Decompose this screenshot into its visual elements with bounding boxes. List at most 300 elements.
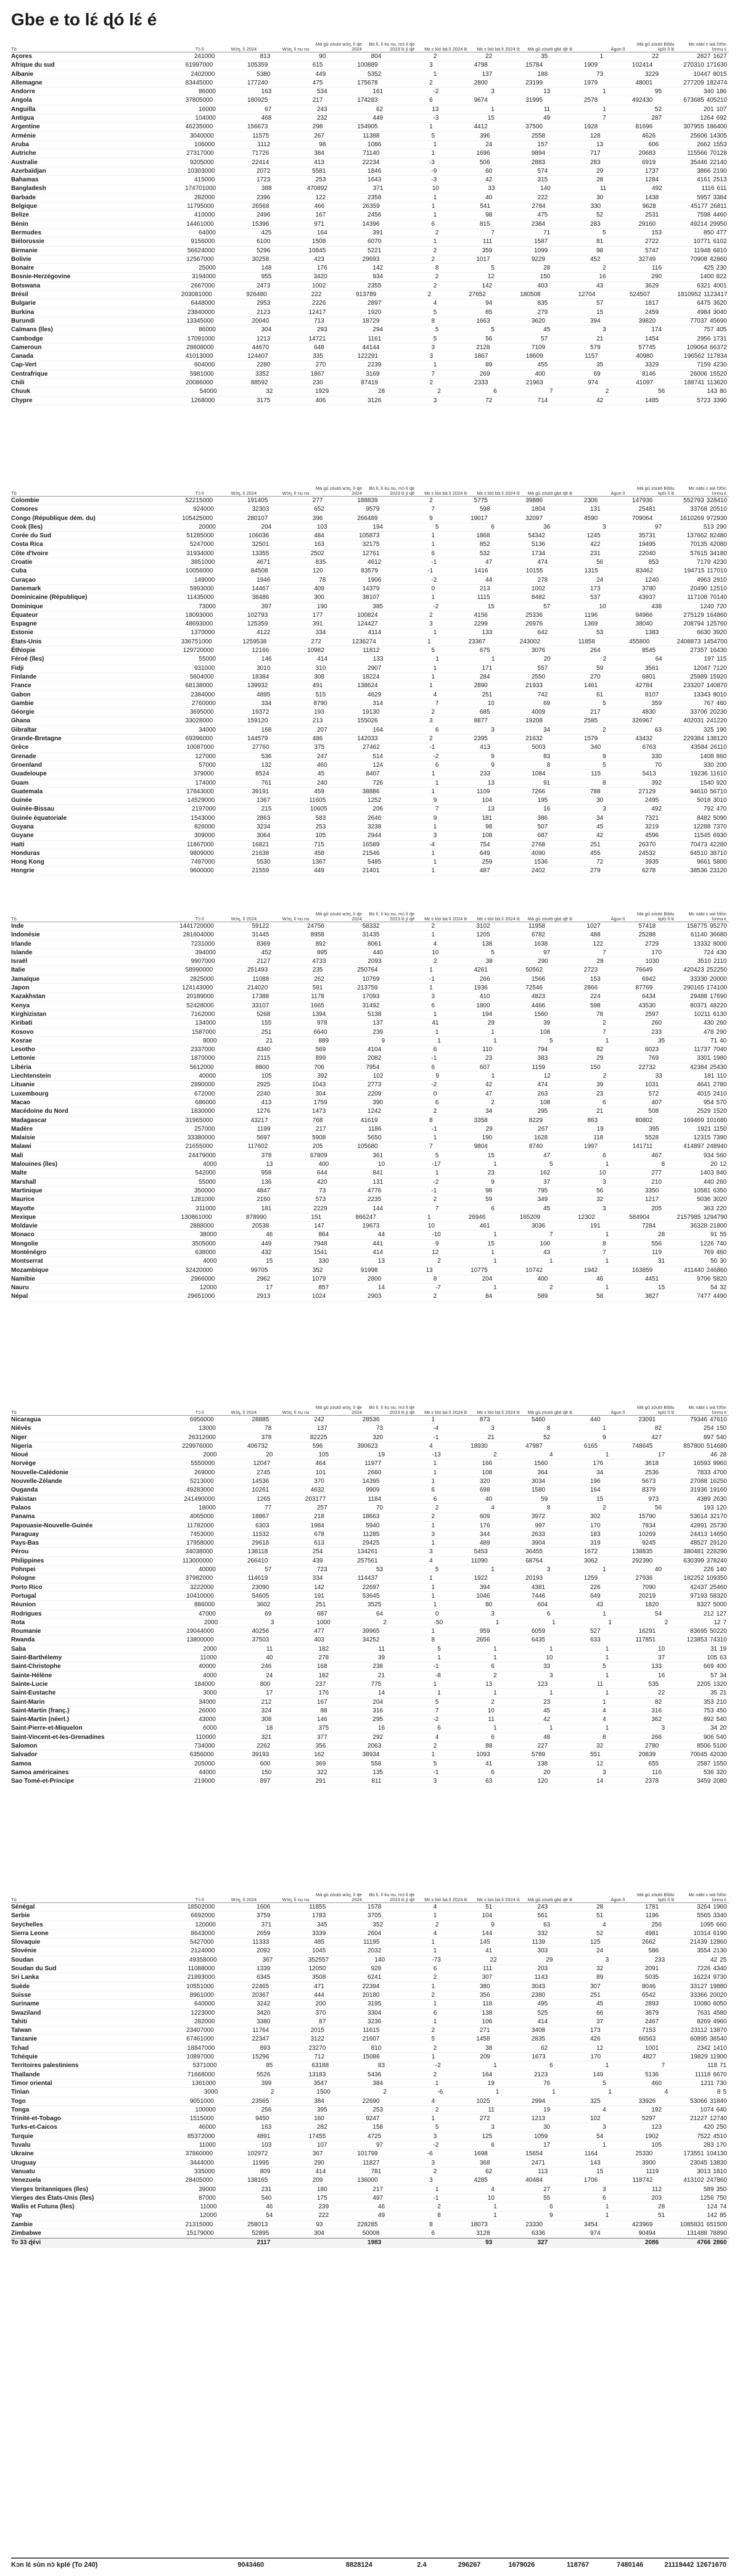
table-row [11,1627,729,1636]
table-cell: 80 [720,388,727,395]
table-cell: 5673 [642,1478,656,1485]
column-header: Wɔ́ŋ, lì nu nu [282,1897,310,1902]
table-cell: 190 [317,603,327,610]
table-cell: 2 [602,1504,606,1511]
table-cell: 6278 [642,867,656,875]
country-name: Slovaquie [11,1939,41,1946]
table-row [11,237,729,246]
table-cell: 284 [479,673,490,680]
table-cell: 955 [261,273,272,281]
table-cell: 22465 [252,1983,269,1990]
table-cell: 6 [435,761,439,769]
country-name: Philippines [11,1557,44,1564]
table-cell: 470 [716,806,727,813]
table-cell: 1922 [474,1575,488,1582]
table-cell: 182474 [706,79,728,86]
table-cell: 2800 [368,1275,382,1282]
table-cell: 1 [435,2186,439,2193]
table-cell: 217 [590,709,601,716]
table-cell: 15520 [709,370,727,378]
table-cell: 841 [372,1170,384,1177]
table-cell: 8 [602,779,606,786]
table-cell: 1213 [257,335,271,342]
table-cell: To 33 ɖévi [11,2239,41,2247]
table-cell: 203 [651,2194,662,2202]
table-cell: 1211 [701,2079,714,2087]
table-cell: 38536 [690,867,707,875]
table-cell: 892 [315,940,326,947]
table-cell: 13355 [252,550,269,557]
country-name: Saba [11,1645,26,1653]
table-cell: 85372000 [187,2132,215,2140]
table-row [11,1275,729,1284]
table-cell: 1723 [257,176,271,184]
table-cell: 49283000 [186,1487,214,1494]
table-cell: 119 [652,1249,662,1256]
table-cell: 193 [703,1504,714,1511]
table-cell: 8269 [697,2018,711,2025]
table-cell: 1921 [697,1125,711,1133]
table-cell: 2531 [644,212,659,219]
table-cell: 589 [537,1293,548,1300]
table-cell: 5221 [368,247,382,254]
table-cell: 455800 [629,638,650,645]
table-cell: 82 [654,1698,662,1706]
table-row [11,849,729,858]
table-cell: 6 [491,1663,495,1670]
table-cell: 1 [491,656,495,663]
column-header: Àgun lì [610,490,625,496]
table-cell: 203081000 [181,291,212,299]
table-cell: 22040 [638,550,656,557]
table-cell: 20 [710,1161,718,1168]
table-cell: 22414 [252,159,269,166]
table-row [11,993,729,1001]
table-cell: 5 [491,265,495,272]
table-cell: 57 [710,1672,718,1679]
country-name: Brésil [11,291,28,299]
table-row [11,1583,729,1592]
table-cell: -2 [433,2142,439,2149]
country-name: Macédoine du Nord [11,1108,68,1115]
country-name: Kiribati [11,1020,33,1027]
table-cell: 5 [433,335,437,342]
table-cell: 9 [602,753,606,760]
table-cell: 14721 [308,335,326,342]
table-row [11,1513,729,1521]
table-row [11,1672,729,1680]
table-cell: 64 [655,656,662,663]
table-cell: 815 [479,220,490,228]
table-cell: 3195 [368,2000,382,2008]
table-cell: 22732 [638,1063,656,1071]
table-cell: 644 [317,1170,327,1177]
table-cell: 1186 [368,1125,382,1133]
country-name: Azerbaïdjan [11,167,46,175]
table-row [11,1751,729,1759]
table-cell: 1870000 [191,1055,215,1062]
table-cell: 321 [261,1733,272,1741]
table-cell: 375 [314,744,325,751]
table-cell: 450 [716,1707,727,1714]
table-cell: 105680 [357,1143,378,1150]
table-cell: 8327 [697,1601,711,1609]
table-cell: 1256 [700,2194,714,2202]
table-cell: 162 [314,1751,324,1759]
table-cell: 2558 [531,132,546,139]
table-cell: 4895 [257,691,271,698]
table-cell: 21963 [525,379,543,386]
table-cell: 934 [372,273,384,281]
table-cell: 33127 [690,1983,707,1990]
table-cell: 7231000 [191,940,215,947]
table-cell: 6 [431,1063,435,1071]
table-cell: 20 [543,1769,551,1776]
table-row [11,1601,729,1609]
table-cell: 1002 [531,585,546,592]
table-cell: 5526 [257,2071,271,2078]
country-name: Belgique [11,203,38,210]
table-cell: 3301 [697,1055,711,1062]
table-cell: 974 [590,2229,601,2237]
country-name: Suède [11,1983,30,1990]
table-cell: 1 [605,1231,609,1239]
table-cell: 40256 [252,1628,269,1635]
table-cell: 29160 [638,220,656,228]
table-cell: 1150 [713,1125,727,1133]
table-cell: 106000 [194,141,215,148]
table-cell [550,2239,606,2247]
table-cell: 167 [317,1698,327,1706]
column-header: Àgun lì [610,916,625,922]
table-cell: 270310 [683,62,704,69]
table-cell: 11 [488,1716,495,1724]
table-row [11,1240,729,1249]
table-cell: 304 [315,1090,326,1097]
table-cell: 4766 [697,2239,711,2247]
table-cell: 810 [371,2044,382,2052]
table-cell: 122 [593,940,604,947]
table-cell: 114619 [247,1575,268,1582]
table-cell: 10211 [694,1010,711,1018]
table-cell: 414 [372,1249,384,1256]
table-cell: 330 [703,761,714,769]
table-cell: 1800 [476,1002,490,1009]
table-cell: 1731 [713,335,727,342]
table-cell: 239 [318,2203,329,2211]
table-cell: 1906 [368,576,382,584]
grand-total-row [11,2557,729,2569]
table-cell: 7284 [642,1223,656,1230]
table-cell: 413 [314,159,324,166]
table-cell: 46000 [199,2124,216,2131]
table-cell: 201 [703,105,714,113]
table-cell: 15296 [252,2054,269,2061]
country-name: Hongrie [11,867,35,875]
table-row [11,940,729,949]
table-cell: 7446 [531,1592,546,1600]
table-cell: 315 [537,176,548,184]
table-cell: 117851 [635,1637,656,1644]
table-cell: 471 [314,1983,324,1990]
table-cell: 74 [720,2203,727,2211]
table-cell: 40000 [199,1663,216,1670]
table-cell: 3629 [644,282,659,289]
table-cell: 319 [590,1540,601,1547]
table-cell: 2 [437,2203,441,2211]
table-cell: 757 [703,326,714,334]
country-name: Féroé (îles) [11,656,44,663]
table-cell: 35 [596,361,604,369]
table-cell: 26000 [199,1707,216,1714]
table-cell: 168 [261,726,272,733]
table-cell: 570 [716,1099,727,1106]
table-cell: 13 [543,88,551,96]
table-cell: 698 [479,1487,490,1494]
table-cell: 12 [487,273,495,281]
table-cell: 5 [602,761,606,769]
table-cell: 1 [431,849,435,857]
table-cell: 101 [315,1469,326,1476]
country-name: Bolivie [11,255,31,263]
table-cell: 48220 [709,1002,727,1009]
table-cell: 9247 [366,2115,380,2123]
table-cell: 70045 [690,1751,707,1759]
table-cell: 174283 [357,97,378,104]
country-name: Montserrat [11,1258,43,1265]
table-cell: 730 [716,2079,727,2087]
table-cell: 5 [602,229,606,236]
table-cell: 133 [372,656,384,663]
table-cell: 29 [485,1125,493,1133]
table-cell: 85 [266,2062,273,2070]
table-cell: 115566 [687,150,707,157]
table-cell: 23330 [525,2221,543,2228]
table-cell: 1196 [584,611,598,619]
table-cell: 1587000 [191,1028,216,1036]
table-cell: 2 [602,1073,607,1080]
table-cell: 1665 [310,1002,324,1009]
table-cell: 648 [314,344,324,351]
table-cell: 21119442 [664,2561,694,2569]
country-name: Centrafrique [11,370,48,378]
table-cell: 71 [710,1037,718,1044]
table-cell: 5 [433,308,437,316]
table-cell: 131 [590,506,601,513]
table-cell: 464 [315,1460,326,1468]
table-cell: 420 [703,2124,714,2131]
table-cell: 4632 [310,1487,324,1494]
table-cell: 14467 [252,585,269,592]
table-cell: 974 [588,379,598,386]
table-cell: 10775 [471,1266,488,1274]
table-cell: 3 [431,1530,435,1538]
table-cell: 316 [372,1707,384,1714]
table-cell: 1520 [713,1108,727,1115]
table-cell: 251493 [247,967,268,974]
table-row [11,1266,729,1275]
table-cell: 247860 [706,2177,728,2184]
table-cell: 52 [596,1930,604,1937]
table-cell: 62 [541,2044,548,2052]
table-cell: 1 [605,2062,609,2070]
table-row [11,796,729,805]
table-cell: 147 [314,1223,324,1230]
table-cell: 4000 [203,1672,217,1679]
table-cell: 11948 [694,247,711,254]
table-cell: 278 [318,1654,329,1662]
table-cell: 1 [605,1654,609,1662]
table-cell: 125 [590,1939,601,1946]
table-cell: 835 [315,559,326,566]
country-name: Botswana [11,282,41,289]
table-cell: 7266 [531,788,546,795]
table-cell: 8000 [203,1037,217,1044]
table-cell: 1 [435,2079,439,2087]
table-cell: 23 [487,1170,495,1177]
table-cell: 2080 [713,1778,727,1785]
table-cell: 486 [312,735,323,743]
table-cell: 48001 [635,79,653,86]
table-cell: 537 [590,594,601,601]
table-cell: 277 [312,497,323,504]
table-cell: 15 [487,603,495,610]
table-cell: 540 [716,1716,727,1724]
table-cell: 4161 [697,176,711,184]
table-cell: -3 [431,176,437,184]
column-header: Mɛ ɛ lóó bá lì 2024 lɛ̀ [424,46,467,52]
table-cell: 857800 [683,1442,704,1450]
table-cell: 2000 [203,1645,217,1653]
table-cell: 3076 [531,647,546,654]
table-cell: 30 [596,797,604,804]
column-header: Tɔ̀ lì [195,1410,204,1415]
table-cell: 913789 [355,291,377,299]
table-cell: 34180 [709,550,727,557]
table-cell: 9156000 [191,238,215,246]
table-row [11,1284,729,1292]
country-name: Luxembourg [11,1090,49,1097]
table-cell: 5 [491,949,495,956]
table-cell: 1 [599,53,604,60]
country-name: Guam [11,779,29,786]
table-cell: 540 [261,2194,272,2202]
country-name: Nicaragua [11,1416,41,1423]
country-name: Gibraltar [11,726,37,733]
table-cell: 63 [485,1778,493,1785]
table-cell: 4984 [697,308,711,316]
country-name: Bulgarie [11,300,36,307]
table-cell: 5 [431,2036,435,2043]
table-cell: 139932 [247,682,268,690]
table-cell: 1370000 [191,629,215,637]
table-cell: 118767 [567,2561,590,2569]
table-row [11,1495,729,1504]
table-cell: 2773 [368,1081,382,1089]
table-cell: 4 [433,1904,437,1910]
table-cell: 1902 [644,2132,659,2140]
table-cell: 25606 [690,132,707,139]
table-cell [158,2561,212,2569]
country-name: Salomon [11,1742,38,1749]
table-cell: 43 [596,1601,604,1609]
table-cell: 210 [716,1698,727,1706]
country-name: Malawi [11,1143,31,1150]
table-cell: 400 [716,1663,727,1670]
table-cell: 7477 [697,1293,711,1300]
table-cell: 3 [429,717,433,725]
table-cell: 2 [431,255,435,263]
table-cell: 13343 [693,691,711,698]
table-cell: 370 [315,2009,326,2017]
table-cell: 352 [312,1266,323,1274]
table-cell: 222 [311,291,322,299]
table-cell: 7321 [644,814,659,822]
table-cell: 440 [590,1416,601,1423]
table-cell: 713 [314,317,324,324]
table-cell: 4590 [583,514,598,522]
table-cell: 10982 [307,647,324,654]
table-cell: 257000 [194,1125,215,1133]
table-cell: 19236 [690,770,708,778]
table-cell: 1226 [700,1240,714,1247]
country-name: Bermudes [11,229,41,236]
country-name: Paraguay [11,1530,39,1538]
table-cell: 4156 [474,611,488,619]
table-cell: 330 [651,753,662,760]
table-cell: 1 [549,1258,553,1265]
country-name: Serbie [11,1912,30,1920]
table-cell: 76649 [635,967,653,974]
table-cell: 132 [261,761,272,769]
table-cell: 11545 [694,832,711,840]
table-cell: 1264 [700,115,714,122]
table-cell: 1394 [312,1010,326,1018]
country-name: Togo [11,2097,26,2105]
table-row [11,247,729,255]
table-cell: 5213000 [189,1478,214,1485]
table-cell: 137 [317,1425,327,1432]
table-cell: 106036 [248,532,269,540]
table-cell: 74310 [709,1637,727,1644]
table-cell: -2 [431,576,437,584]
table-cell: 27652 [469,291,486,299]
table-row [11,1680,729,1689]
table-cell: 176 [318,1690,329,1697]
table-cell: 83445000 [185,79,213,86]
table-cell: 86000 [199,88,216,96]
table-cell: 4 [491,1504,495,1511]
table-cell: 113620 [707,379,728,386]
table-cell: 154905 [357,123,378,131]
table-cell: 2502 [310,550,324,557]
table-cell: 282 [317,2124,327,2131]
table-cell: 1 [433,823,437,830]
table-cell: 1 [433,361,437,369]
table-cell: 66563 [638,2036,656,2043]
country-name: Tchéquie [11,2054,38,2061]
table-cell: 1 [605,1037,609,1044]
table-cell: 38040 [635,621,653,628]
table-cell: 3525 [368,1601,382,1609]
table-cell: 21893000 [187,1974,215,1981]
table-cell: 2280 [257,361,271,369]
table-cell: 42 [596,832,604,840]
table-cell: 655 [648,1760,659,1767]
table-cell: 1 [429,123,433,131]
table-cell: 2 [602,1020,606,1027]
table-row [11,558,729,567]
